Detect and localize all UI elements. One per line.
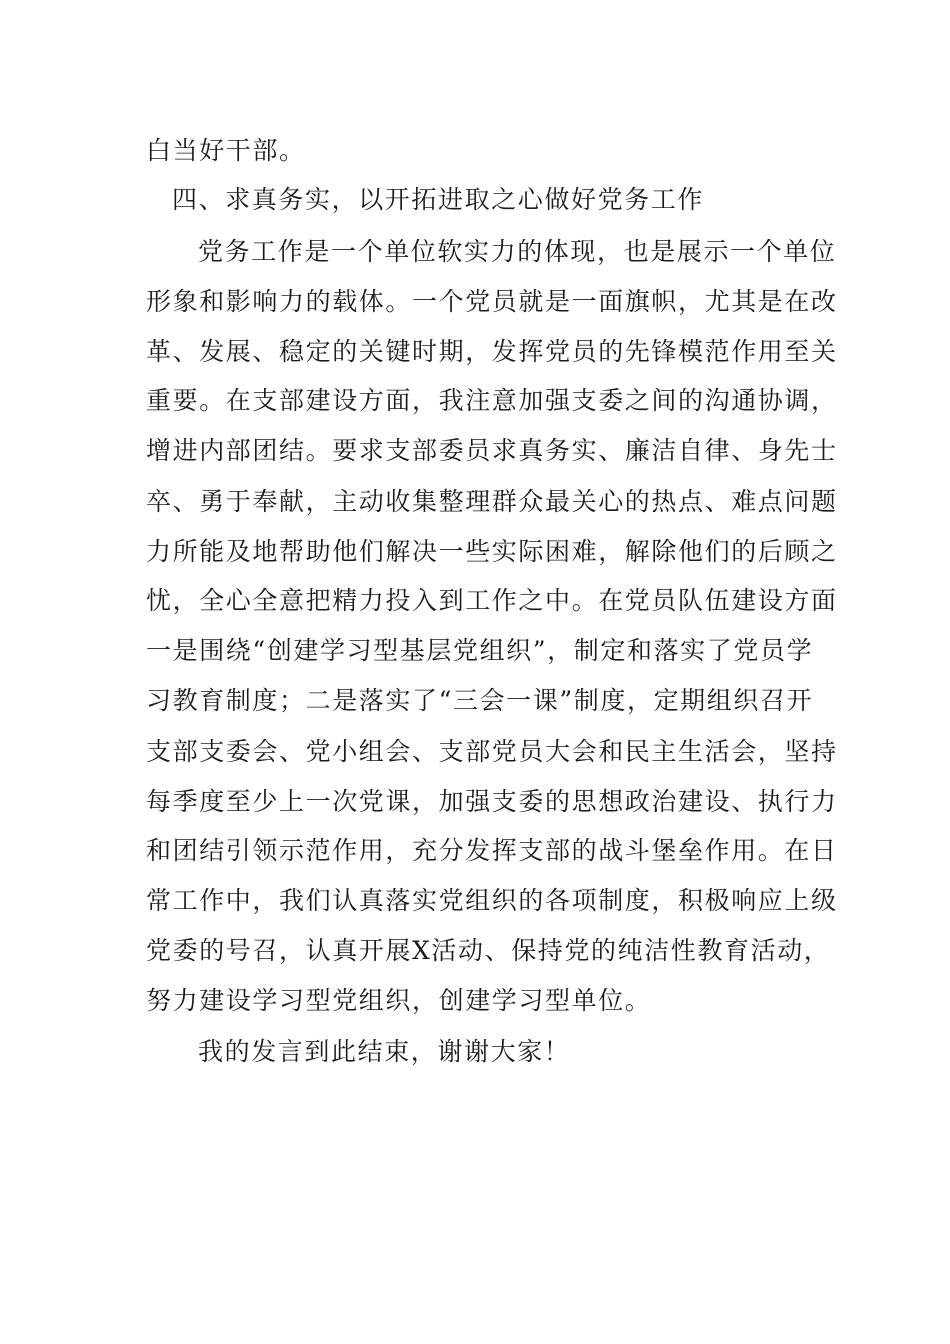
text-line-8: 卒、勇于奉献，主动收集整理群众最关心的热点、难点问题 [146,487,838,516]
text-line-4: 形象和影响力的载体。一个党员就是一面旗帜，尤其是在改 [146,287,838,316]
closing-line: 我的发言到此结束，谢谢大家！ [198,1037,571,1066]
text-line-10: 忧，全心全意把精力投入到工作之中。在党员队伍建设方面 [146,586,838,615]
text-line-13: 支部支委会、党小组会、支部党员大会和民主生活会，坚持 [146,737,838,766]
text-line-17: 党委的号召，认真开展X活动、保持党的纯洁性教育活动， [146,936,831,965]
text-line-5: 革、发展、稳定的关键时期，发挥党员的先锋模范作用至关 [146,337,838,366]
text-line-18: 努力建设学习型党组织，创建学习型单位。 [146,986,652,1015]
text-line-3: 党务工作是一个单位软实力的体现，也是展示一个单位 [198,237,837,266]
text-line-9: 力所能及地帮助他们解决一些实际困难，解除他们的后顾之 [146,537,838,566]
section-heading: 四、求真务实，以开拓进取之心做好党务工作 [172,185,705,214]
text-line-1: 白当好干部。 [146,136,306,165]
text-line-6: 重要。在支部建设方面，我注意加强支委之间的沟通协调， [146,386,838,415]
text-line-15: 和团结引领示范作用，充分发挥支部的战斗堡垒作用。在日 [146,836,838,865]
text-line-14: 每季度至少上一次党课，加强支委的思想政治建设、执行力 [146,787,838,816]
text-line-11: 一是围绕“创建学习型基层党组织”，制定和落实了党员学 [146,636,814,665]
text-line-16: 常工作中，我们认真落实党组织的各项制度，积极响应上级 [146,886,838,915]
text-line-12: 习教育制度；二是落实了“三会一课”制度，定期组织召开 [146,686,814,715]
text-line-7: 增进内部团结。要求支部委员求真务实、廉洁自律、身先士 [146,436,838,465]
